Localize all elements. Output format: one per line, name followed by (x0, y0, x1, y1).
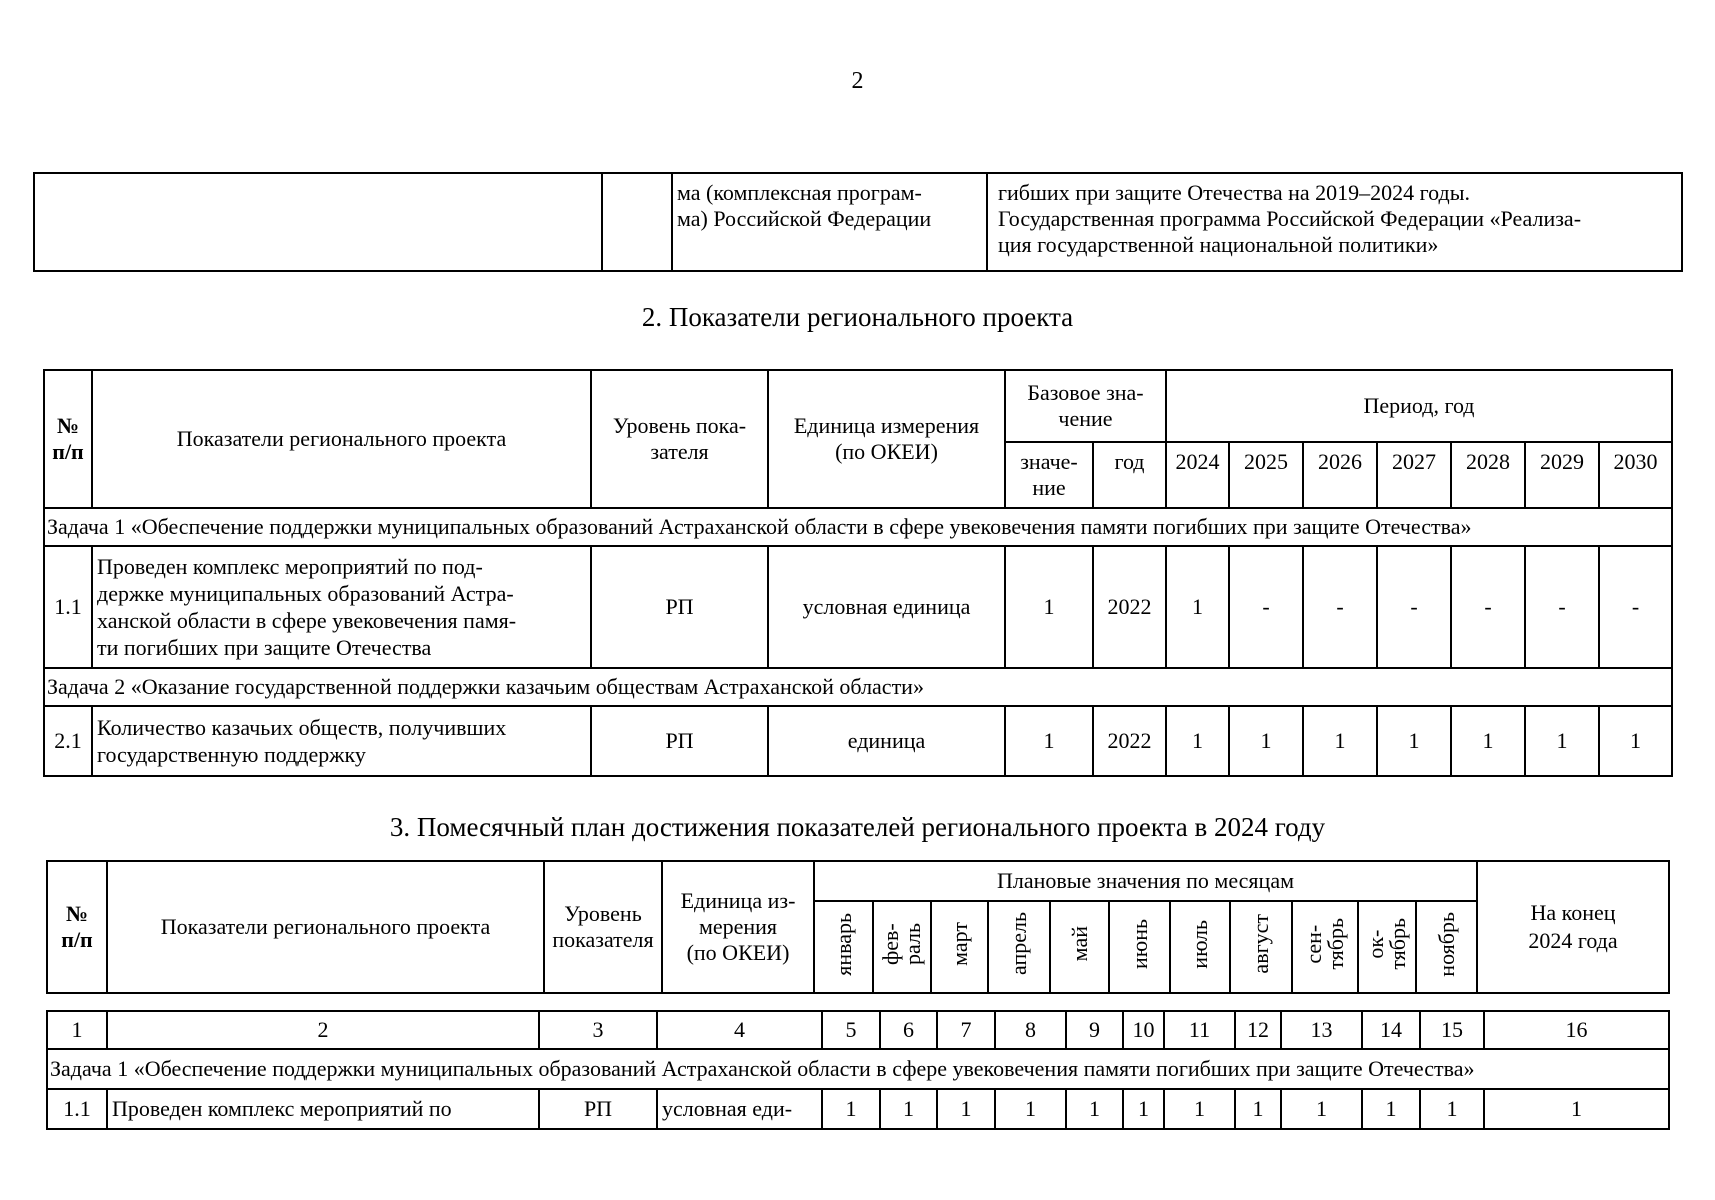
col-number: 3 (539, 1011, 657, 1049)
row-2-base-year: 2022 (1093, 706, 1166, 776)
col-number: 10 (1123, 1011, 1164, 1049)
m-header-month (873, 901, 931, 993)
header-year: 2028 (1451, 442, 1525, 508)
header-level: Уровень пока- зателя (591, 370, 768, 508)
top-continuation-table (33, 172, 1683, 272)
row-2-base-value: 1 (1005, 706, 1093, 776)
month-label: июнь (1126, 918, 1152, 969)
header-base: Базовое зна- чение (1005, 370, 1166, 442)
header-year: 2030 (1599, 442, 1672, 508)
col-number: 15 (1420, 1011, 1484, 1049)
col-number: 16 (1484, 1011, 1669, 1049)
m-header-month (931, 901, 988, 993)
col-number: 2 (107, 1011, 539, 1049)
m-header-unit: Единица из- мерения (по ОКЕИ) (662, 861, 814, 993)
row-2-num: 2.1 (44, 706, 92, 776)
page-number: 2 (851, 68, 864, 94)
m-row-1-level: РП (539, 1089, 657, 1129)
m-row-1-month-value: 1 (1123, 1089, 1164, 1129)
m-header-level: Уровень показателя (544, 861, 662, 993)
header-base-year: год (1093, 442, 1166, 508)
col-number: 14 (1362, 1011, 1420, 1049)
row-2-value: 1 (1166, 706, 1229, 776)
m-header-month (1416, 901, 1477, 993)
m-header-indicator: Показатели регионального проекта (107, 861, 544, 993)
month-label: фев- раль (878, 923, 925, 965)
row-1-base-year: 2022 (1093, 546, 1166, 668)
task-1-row: Задача 1 «Обеспечение поддержки муниципальных образований Астраханской области в сфере увековечения памяти погибших при защите Отечества» (44, 508, 1672, 546)
m-header-month (1230, 901, 1292, 993)
m-header-month (1358, 901, 1416, 993)
row-2-value: 1 (1229, 706, 1303, 776)
month-label: май (1066, 926, 1092, 962)
col-number: 12 (1235, 1011, 1281, 1049)
month-label: ноябрь (1433, 911, 1459, 977)
row-2-value: 1 (1525, 706, 1599, 776)
task-2-row: Задача 2 «Оказание государственной поддержки казачьим обществам Астраханской области» (44, 668, 1672, 706)
top-cell-program-names: гибших при защите Отечества на 2019–2024 годы. Государственная программа Российской Федерации «Реализа- ция государственной национальной политики» (987, 173, 1682, 271)
row-1-base-value: 1 (1005, 546, 1093, 668)
col-number: 8 (995, 1011, 1066, 1049)
m-row-1-indicator: Проведен комплекс мероприятий по (107, 1089, 539, 1129)
m-row-1-month-value: 1 (1066, 1089, 1123, 1129)
monthly-plan-header-table (46, 860, 1670, 994)
m-header-month (1109, 901, 1170, 993)
col-number: 6 (880, 1011, 937, 1049)
m-row-1-month-value: 1 (1420, 1089, 1484, 1129)
m-header-end: На конец 2024 года (1477, 861, 1669, 993)
header-unit: Единица измерения (по ОКЕИ) (768, 370, 1005, 508)
m-row-1-month-value: 1 (1235, 1089, 1281, 1129)
row-2-unit: единица (768, 706, 1005, 776)
m-row-1-month-value: 1 (822, 1089, 880, 1129)
row-2-value: 1 (1303, 706, 1377, 776)
month-label: август (1248, 914, 1273, 974)
month-label: ок- тябрь (1363, 918, 1410, 970)
row-1-value: - (1303, 546, 1377, 668)
indicators-table (43, 369, 1673, 777)
row-1-indicator: Проведен комплекс мероприятий по под- держке муниципальных образований Астра- ханской области в сфере увековечения памя- ти погибших при защите Отечества (92, 546, 591, 668)
header-num: № п/п (44, 370, 92, 508)
m-row-1-unit: условная еди- (657, 1089, 822, 1129)
col-number: 13 (1281, 1011, 1362, 1049)
monthly-plan-body-table (46, 1010, 1670, 1130)
top-cell-1 (34, 173, 602, 271)
col-number: 5 (822, 1011, 880, 1049)
month-label: январь (830, 912, 856, 976)
month-label: март (946, 922, 972, 966)
header-indicator: Показатели регионального проекта (92, 370, 591, 508)
m-row-1-month-value: 1 (1164, 1089, 1235, 1129)
col-number: 1 (47, 1011, 107, 1049)
m-row-1-month-value: 1 (1281, 1089, 1362, 1129)
m-row-1-num: 1.1 (47, 1089, 107, 1129)
row-1-num: 1.1 (44, 546, 92, 668)
header-year: 2026 (1303, 442, 1377, 508)
row-2-value: 1 (1377, 706, 1451, 776)
row-2-indicator: Количество казачьих обществ, получивших государственную поддержку (92, 706, 591, 776)
top-cell-2 (602, 173, 672, 271)
row-1-value: - (1229, 546, 1303, 668)
m-header-month (1170, 901, 1230, 993)
top-cell-program: ма (комплексная програм- ма) Российской Федерации (672, 173, 987, 271)
month-label: сен- тябрь (1301, 918, 1348, 970)
m-row-1-month-value: 1 (937, 1089, 995, 1129)
m-row-1-month-value: 1 (1362, 1089, 1420, 1129)
section-3-title: 3. Помесячный план достижения показателей регионального проекта в 2024 году (389, 812, 1326, 842)
m-header-month (1292, 901, 1358, 993)
m-header-planned: Плановые значения по месяцам (814, 861, 1477, 901)
section-2-title: 2. Показатели регионального проекта (641, 302, 1074, 332)
row-2-value: 1 (1451, 706, 1525, 776)
row-1-value: - (1525, 546, 1599, 668)
m-row-1-end-value: 1 (1484, 1089, 1669, 1129)
header-year: 2025 (1229, 442, 1303, 508)
month-label: апрель (1006, 912, 1031, 976)
row-1-unit: условная единица (768, 546, 1005, 668)
col-number: 7 (937, 1011, 995, 1049)
row-1-value: 1 (1166, 546, 1229, 668)
m-header-month (1050, 901, 1109, 993)
header-year: 2024 (1166, 442, 1229, 508)
header-base-value: значе- ние (1005, 442, 1093, 508)
row-1-value: - (1451, 546, 1525, 668)
col-number: 9 (1066, 1011, 1123, 1049)
m-row-1-month-value: 1 (995, 1089, 1066, 1129)
header-year: 2029 (1525, 442, 1599, 508)
row-1-value: - (1599, 546, 1672, 668)
row-1-level: РП (591, 546, 768, 668)
m-header-month (988, 901, 1050, 993)
m-header-num: № п/п (47, 861, 107, 993)
row-2-value: 1 (1599, 706, 1672, 776)
row-2-level: РП (591, 706, 768, 776)
month-label: июль (1187, 919, 1212, 969)
row-1-value: - (1377, 546, 1451, 668)
m-task-1-row: Задача 1 «Обеспечение поддержки муниципальных образований Астраханской области в сфере увековечения памяти погибших при защите Отечества» (47, 1049, 1669, 1089)
col-number: 4 (657, 1011, 822, 1049)
header-year: 2027 (1377, 442, 1451, 508)
m-header-month (814, 901, 873, 993)
col-number: 11 (1164, 1011, 1235, 1049)
header-period: Период, год (1166, 370, 1672, 442)
m-row-1-month-value: 1 (880, 1089, 937, 1129)
